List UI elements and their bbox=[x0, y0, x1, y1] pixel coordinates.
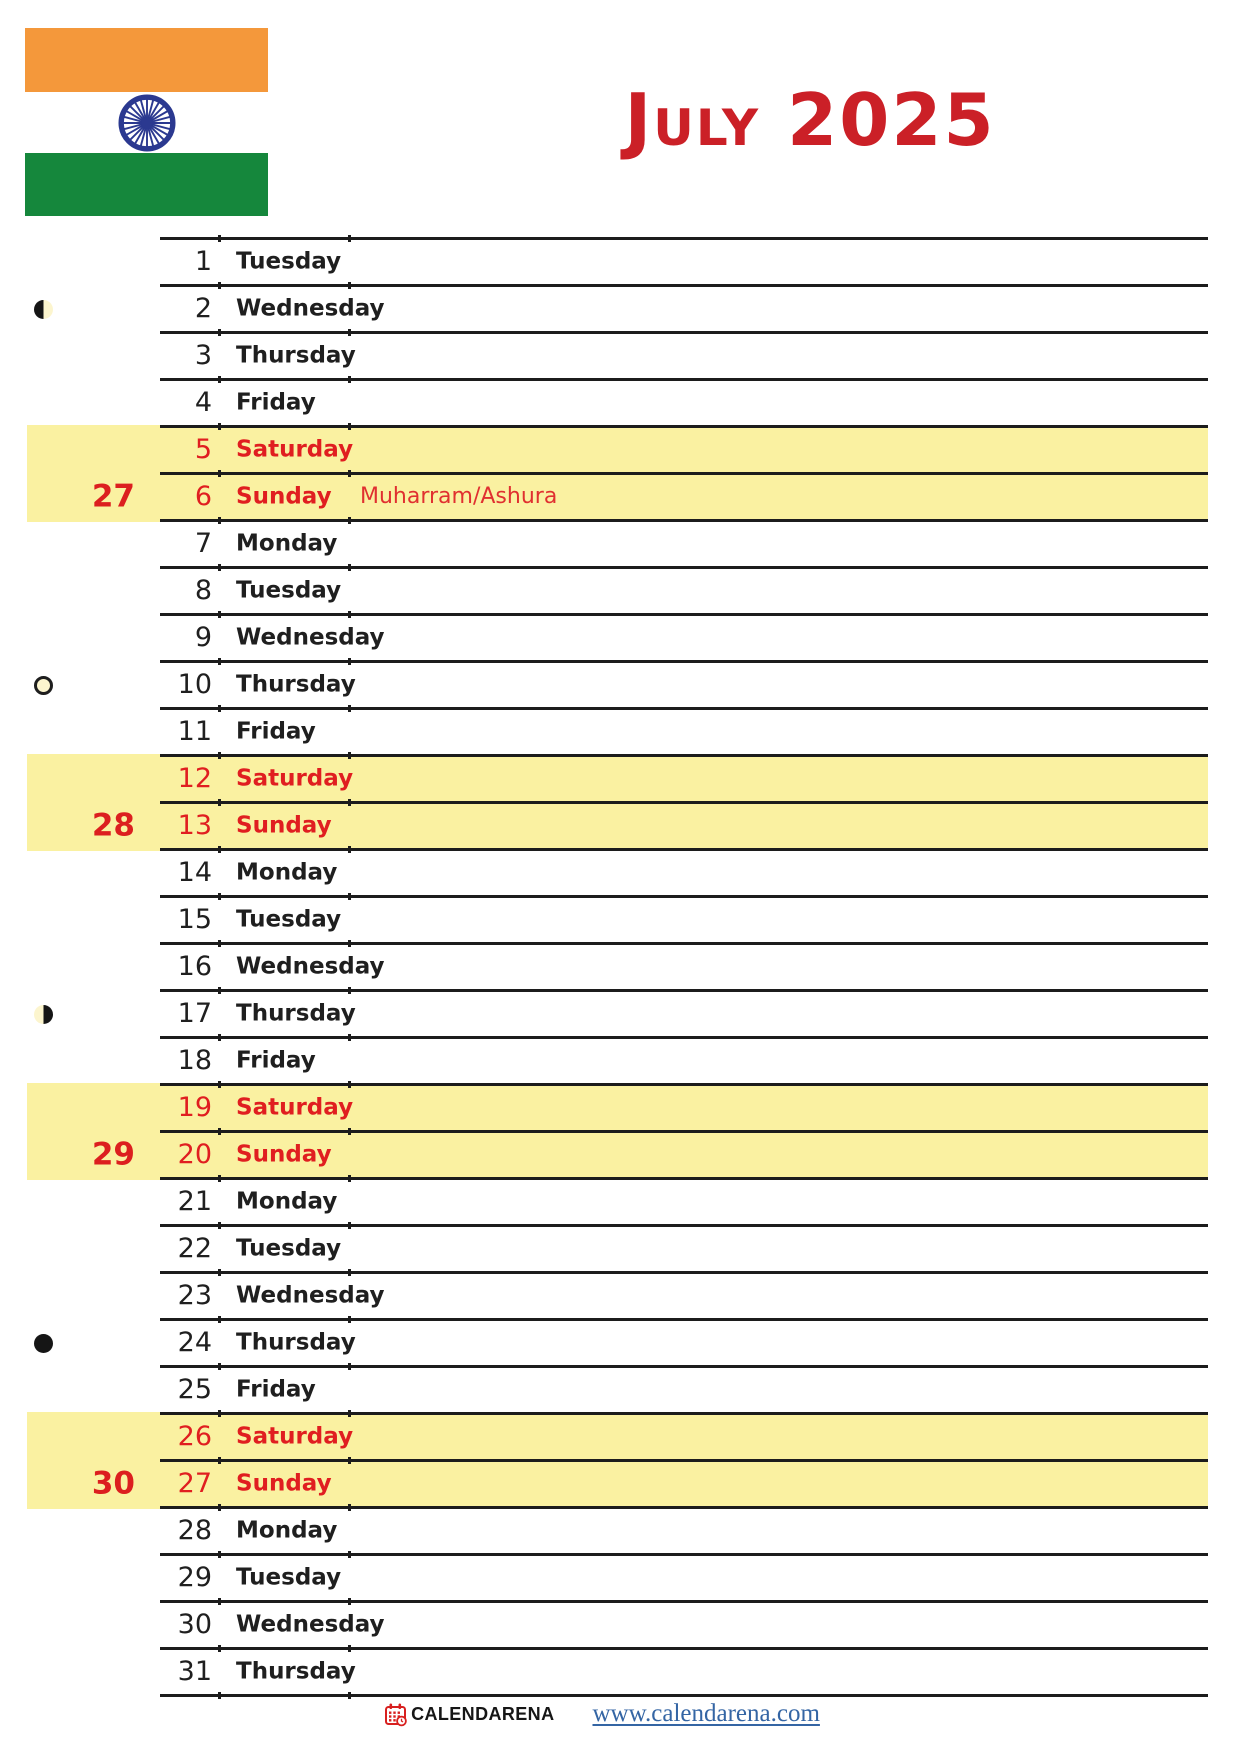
row-divider bbox=[160, 1694, 1208, 1697]
calendar-row bbox=[0, 1650, 1240, 1694]
day-number: 11 bbox=[177, 715, 212, 747]
day-name: Sunday bbox=[236, 812, 332, 839]
day-number: 5 bbox=[194, 433, 212, 465]
day-number: 16 bbox=[177, 950, 212, 982]
day-name: Tuesday bbox=[236, 1235, 342, 1262]
full-moon-icon bbox=[34, 676, 53, 695]
calendar-row bbox=[0, 1603, 1240, 1647]
website-link[interactable]: www.calendarena.com bbox=[592, 1700, 820, 1727]
calendar-row bbox=[0, 1462, 1240, 1506]
day-number: 18 bbox=[177, 1044, 212, 1076]
day-number: 19 bbox=[177, 1091, 212, 1123]
week-number: 29 bbox=[91, 1136, 135, 1173]
day-name: Wednesday bbox=[236, 1611, 385, 1638]
day-name: Saturday bbox=[236, 436, 354, 463]
page-title: July 2025 bbox=[624, 78, 996, 162]
day-name: Sunday bbox=[236, 1141, 332, 1168]
day-name: Tuesday bbox=[236, 248, 342, 275]
day-name: Saturday bbox=[236, 1094, 354, 1121]
calendar-row bbox=[0, 522, 1240, 566]
day-name: Thursday bbox=[236, 671, 356, 698]
day-name: Thursday bbox=[236, 1329, 356, 1356]
calendar-row bbox=[0, 1180, 1240, 1224]
day-name: Wednesday bbox=[236, 295, 385, 322]
calendar-logo-icon bbox=[384, 1702, 407, 1727]
day-number: 10 bbox=[177, 668, 212, 700]
day-number: 4 bbox=[194, 386, 212, 418]
calendarena-logo bbox=[384, 1702, 554, 1727]
day-number: 26 bbox=[177, 1420, 212, 1452]
day-name: Friday bbox=[236, 389, 316, 416]
calendar-row bbox=[0, 616, 1240, 660]
day-number: 9 bbox=[194, 621, 212, 653]
day-name: Tuesday bbox=[236, 577, 342, 604]
day-number: 17 bbox=[177, 997, 212, 1029]
week-number: 28 bbox=[91, 807, 135, 844]
first-quarter-moon-icon bbox=[34, 300, 53, 319]
calendarena-logo-text: CALENDARENA bbox=[411, 1703, 555, 1724]
day-number: 12 bbox=[177, 762, 212, 794]
day-name: Saturday bbox=[236, 1423, 354, 1450]
day-number: 7 bbox=[194, 527, 212, 559]
day-name: Friday bbox=[236, 718, 316, 745]
calendar-row bbox=[0, 1039, 1240, 1083]
day-number: 20 bbox=[177, 1138, 212, 1170]
calendar-row bbox=[0, 287, 1240, 331]
day-name: Thursday bbox=[236, 342, 356, 369]
new-moon-icon bbox=[34, 1334, 53, 1353]
day-number: 31 bbox=[177, 1655, 212, 1687]
calendar-row bbox=[0, 804, 1240, 848]
day-number: 2 bbox=[194, 292, 212, 324]
calendar-row bbox=[0, 851, 1240, 895]
calendar-row bbox=[0, 381, 1240, 425]
day-name: Thursday bbox=[236, 1000, 356, 1027]
day-name: Tuesday bbox=[236, 906, 342, 933]
day-name: Wednesday bbox=[236, 1282, 385, 1309]
calendar-row bbox=[0, 992, 1240, 1036]
calendar-row bbox=[0, 475, 1240, 519]
day-name: Sunday bbox=[236, 1470, 332, 1497]
calendar-row bbox=[0, 710, 1240, 754]
day-name: Friday bbox=[236, 1376, 316, 1403]
day-name: Monday bbox=[236, 1188, 338, 1215]
day-name: Sunday bbox=[236, 483, 332, 510]
calendar-row bbox=[0, 1133, 1240, 1177]
day-number: 28 bbox=[177, 1514, 212, 1546]
calendar-row bbox=[0, 1415, 1240, 1459]
calendar-row bbox=[0, 663, 1240, 707]
day-number: 29 bbox=[177, 1561, 212, 1593]
day-name: Friday bbox=[236, 1047, 316, 1074]
day-number: 6 bbox=[194, 480, 212, 512]
day-number: 8 bbox=[194, 574, 212, 606]
calendar-row bbox=[0, 569, 1240, 613]
day-number: 22 bbox=[177, 1232, 212, 1264]
day-name: Wednesday bbox=[236, 953, 385, 980]
day-number: 21 bbox=[177, 1185, 212, 1217]
day-number: 15 bbox=[177, 903, 212, 935]
day-name: Monday bbox=[236, 530, 338, 557]
calendar-row bbox=[0, 240, 1240, 284]
calendar-row bbox=[0, 1368, 1240, 1412]
calendar-row bbox=[0, 1227, 1240, 1271]
day-number: 23 bbox=[177, 1279, 212, 1311]
day-number: 24 bbox=[177, 1326, 212, 1358]
calendar-row bbox=[0, 1274, 1240, 1318]
day-name: Saturday bbox=[236, 765, 354, 792]
calendar-row bbox=[0, 428, 1240, 472]
calendar-row bbox=[0, 334, 1240, 378]
day-number: 1 bbox=[194, 245, 212, 277]
day-number: 27 bbox=[177, 1467, 212, 1499]
last-quarter-moon-icon bbox=[34, 1005, 53, 1024]
week-number: 27 bbox=[91, 478, 135, 515]
week-number: 30 bbox=[91, 1465, 135, 1502]
day-number: 3 bbox=[194, 339, 212, 371]
day-name: Monday bbox=[236, 1517, 338, 1544]
day-name: Thursday bbox=[236, 1658, 356, 1685]
calendar-row bbox=[0, 1509, 1240, 1553]
day-name: Monday bbox=[236, 859, 338, 886]
calendar-row bbox=[0, 1556, 1240, 1600]
calendar-row bbox=[0, 1321, 1240, 1365]
footer bbox=[0, 1700, 1222, 1728]
day-number: 25 bbox=[177, 1373, 212, 1405]
day-name: Tuesday bbox=[236, 1564, 342, 1591]
calendar-row bbox=[0, 945, 1240, 989]
day-number: 14 bbox=[177, 856, 212, 888]
calendar-row bbox=[0, 898, 1240, 942]
holiday-label: Muharram/Ashura bbox=[360, 484, 558, 509]
day-name: Wednesday bbox=[236, 624, 385, 651]
calendar-row bbox=[0, 1086, 1240, 1130]
day-number: 30 bbox=[177, 1608, 212, 1640]
calendar-row bbox=[0, 757, 1240, 801]
day-number: 13 bbox=[177, 809, 212, 841]
